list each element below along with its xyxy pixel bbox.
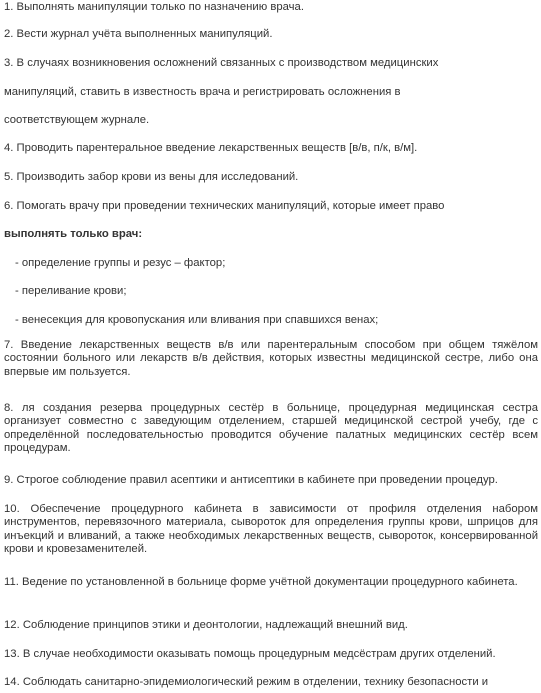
- duty-item-12: 12. Соблюдение принципов этики и деонтологии, надлежащий внешний вид.: [4, 619, 408, 631]
- duty-item-3-line-2: манипуляций, ставить в известность врача и регистрировать осложнения в: [4, 86, 401, 98]
- duty-item-10: 10. Обеспечение процедурного кабинета в зависимости от профиля отделения набором инструментов, перевязочного материала, сывороток для определения группы крови, шприцов для инъекций и вливаний, а также необходимых лекарственных веществ, сывороток, консервированной крови и кровезаменителей.: [4, 503, 538, 556]
- duty-item-3-line-3: соответствующем журнале.: [4, 114, 150, 126]
- sub-item-venesection: - венесекция для кровопускания или вливания при спавшихся венах;: [15, 314, 379, 326]
- duty-item-4: 4. Проводить парентеральное введение лекарственных веществ [в/в, п/к, в/м].: [4, 142, 418, 154]
- duty-item-5: 5. Производить забор крови из вены для исследований.: [4, 171, 299, 183]
- sub-item-transfusion: - переливание крови;: [15, 285, 127, 297]
- duty-item-3-line-1: 3. В случаях возникновения осложнений связанных с производством медицинских: [4, 57, 439, 69]
- duty-item-11: 11. Ведение по установленной в больнице форме учётной документации процедурного кабинета.: [4, 576, 518, 588]
- duty-item-6: 6. Помогать врачу при проведении технических манипуляций, которые имеет право: [4, 200, 445, 212]
- duty-item-1: 1. Выполнять манипуляции только по назначению врача.: [4, 1, 304, 13]
- sub-item-blood-group: - определение группы и резус – фактор;: [15, 257, 226, 269]
- duty-item-8: 8. ля создания резерва процедурных сестёр в больнице, процедурная медицинская сестра организует совместно с заведующим отделением, старшей медицинской сестрой учебу, где с определённой последовательностью проводится обучение палатных медицинских сестёр всем процедурам.: [4, 402, 538, 455]
- duty-item-7: 7. Введение лекарственных веществ в/в или парентеральным способом при общем тяжёлом состоянии больного или лекарств в/в действия, которых известны медицинской сестре, либо она впервые им пользуется.: [4, 339, 538, 378]
- duty-item-13: 13. В случае необходимости оказывать помощь процедурным медсёстрам других отделений.: [4, 648, 496, 660]
- only-doctor-heading: выполнять только врач:: [4, 228, 143, 240]
- duty-item-2: 2. Вести журнал учёта выполненных манипуляций.: [4, 28, 273, 40]
- duty-item-14: 14. Соблюдать санитарно-эпидемиологический режим в отделении, технику безопасности и: [4, 676, 489, 688]
- duty-item-9: 9. Строгое соблюдение правил асептики и антисептики в кабинете при проведении процедур.: [4, 474, 498, 486]
